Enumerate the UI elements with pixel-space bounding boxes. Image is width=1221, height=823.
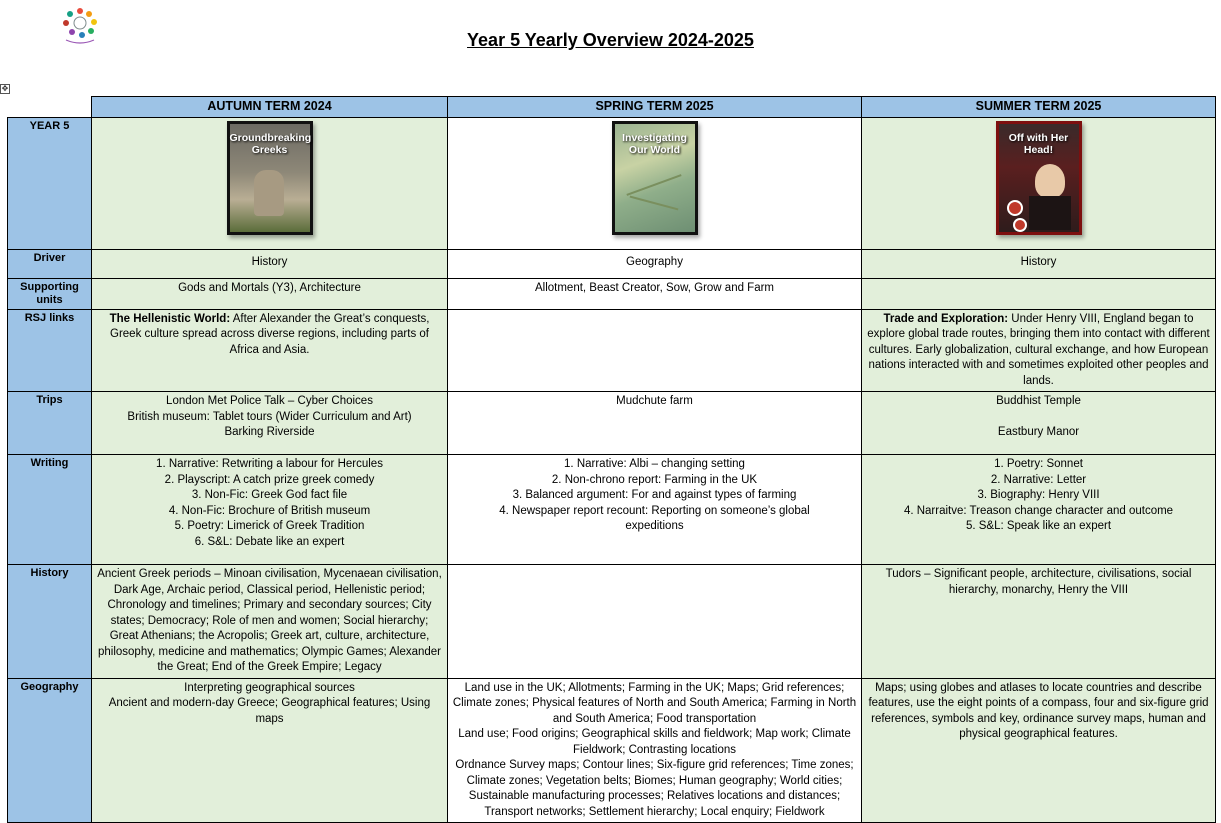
list-item: 2. Non-chrono report: Farming in the UK <box>551 473 758 486</box>
rsj-heading: Trade and Exploration: <box>883 312 1009 325</box>
spring-term-header: SPRING TERM 2025 <box>448 97 862 118</box>
list-item: 6. S&L: Debate like an expert <box>194 535 345 548</box>
summer-driver: History <box>862 249 1216 278</box>
summer-supporting <box>862 278 1216 309</box>
list-item: 2. Playscript: A catch prize greek comedy <box>164 473 375 486</box>
spring-driver: Geography <box>448 249 862 278</box>
investigating-our-world-book-cover <box>612 121 698 235</box>
rsj-heading: The Hellenistic World: <box>109 312 231 325</box>
geography-item: Interpreting geographical sources <box>184 681 355 694</box>
writing-row <box>8 455 1216 565</box>
summer-history: Tudors – Significant people, architecture, civilisations, social hierarchy, monarchy, Henry the VIII <box>862 565 1216 679</box>
list-item: 5. S&L: Speak like an expert <box>965 520 1112 532</box>
supporting-units-label: Supporting units <box>8 278 92 309</box>
autumn-writing <box>92 455 448 565</box>
year-row <box>8 117 1216 249</box>
list-item: 4. Narraitve: Treason change character and outcome <box>903 504 1174 517</box>
trip-item: London Met Police Talk – Cyber Choices <box>166 395 373 407</box>
list-item: 3. Biography: Henry VIII <box>977 489 1100 501</box>
summer-geography <box>862 678 1216 823</box>
writing-list <box>96 457 443 550</box>
off-with-her-head-book-cover <box>996 121 1082 235</box>
autumn-driver: History <box>92 249 448 278</box>
writing-list <box>866 457 1211 535</box>
autumn-rsj <box>92 309 448 392</box>
autumn-geography <box>92 678 448 823</box>
summer-writing <box>862 455 1216 565</box>
trips-row <box>8 392 1216 455</box>
spring-supporting: Allotment, Beast Creator, Sow, Grow and Farm <box>448 278 862 309</box>
rsj-row <box>8 309 1216 392</box>
summer-cover-cell <box>862 117 1216 249</box>
geography-item: Land use in the UK; Allotments; Farming in the UK; Maps; Grid references; Climate zones; Physical features of North and South America; Farming in North and South America; Food transportation <box>452 681 857 725</box>
page-title: Year 5 Yearly Overview 2024-2025 <box>467 30 754 50</box>
autumn-term-header: AUTUMN TERM 2024 <box>92 97 448 118</box>
book-title: Investigating Our World <box>622 131 687 156</box>
trip-item: Buddhist Temple <box>996 395 1081 407</box>
list-item: 3. Non-Fic: Greek God fact file <box>191 489 348 501</box>
autumn-trips <box>92 392 448 455</box>
list-item: 2. Narrative: Letter <box>990 473 1087 486</box>
rsj-links-label: RSJ links <box>8 309 92 392</box>
trips-label: Trips <box>8 392 92 455</box>
geography-item: Ordnance Survey maps; Contour lines; Six-figure grid references; Time zones; Climate zones; Vegetation belts; Biomes; Human geography; World cities; Sustainable manufacturing processes; Relatives locations and distances; Transport networks; Settlement hierarchy; Local enquiry; Fieldwork <box>455 759 854 818</box>
driver-label: Driver <box>8 249 92 278</box>
book-title: Groundbreaking Greeks <box>229 131 312 156</box>
corner-cell <box>8 97 92 118</box>
list-item: 3. Balanced argument: For and against types of farming <box>512 489 797 501</box>
rsj-text: After Alexander the Great’s conquests, Greek culture spread across diverse regions, including parts of Africa and Asia. <box>110 312 430 356</box>
autumn-cover-cell <box>92 117 448 249</box>
geography-row <box>8 678 1216 823</box>
autumn-supporting: Gods and Mortals (Y3), Architecture <box>92 278 448 309</box>
summer-term-header: SUMMER TERM 2025 <box>862 97 1216 118</box>
spring-writing <box>448 455 862 565</box>
supporting-row <box>8 278 1216 309</box>
trip-item: Mudchute farm <box>616 395 693 407</box>
list-item: 5. Poetry: Limerick of Greek Tradition <box>174 520 365 532</box>
geography-item: Ancient and modern-day Greece; Geographical features; Using maps <box>108 697 431 725</box>
autumn-history: Ancient Greek periods – Minoan civilisation, Mycenaean civilisation, Dark Age, Archaic period, Classical period, Hellenistic period; Chronology and timelines; Primary and secondary sources; City states; Democracy; Role of men and women; Social hierarchy; Great Athenians; the Acropolis; Greek art, culture, architecture, philosophy, medicine and mathematics; Olympic Games; Alexander the Great; End of the Greek Empire; Legacy <box>92 565 448 679</box>
list-item: 4. Newspaper report recount: Reporting on someone’s global expeditions <box>499 504 810 532</box>
table-move-handle-icon[interactable]: ✥ <box>1 84 9 93</box>
term-header-row <box>8 97 1216 118</box>
spring-geography <box>448 678 862 823</box>
geography-item: Maps; using globes and atlases to locate countries and describe features, use the eight points of a compass, four and six-figure grid references, symbols and key, ordinance survey maps, human and physical geographical features. <box>868 681 1209 740</box>
list-item: 1. Poetry: Sonnet <box>994 458 1083 470</box>
spring-history <box>448 565 862 679</box>
geography-label: Geography <box>8 678 92 823</box>
overview-table <box>7 96 1216 823</box>
year-label: YEAR 5 <box>8 117 92 249</box>
list-item: 4. Non-Fic: Brochure of British museum <box>168 504 371 517</box>
spring-trips <box>448 392 862 455</box>
spring-cover-cell <box>448 117 862 249</box>
list-item: 1. Narrative: Albi – changing setting <box>564 458 745 470</box>
history-row <box>8 565 1216 679</box>
summer-rsj <box>862 309 1216 392</box>
book-title: Off with Her Head! <box>1008 131 1069 156</box>
list-item: 1. Narrative: Retwriting a labour for Hercules <box>156 458 383 470</box>
spring-rsj <box>448 309 862 392</box>
writing-label: Writing <box>8 455 92 565</box>
trip-item: Eastbury Manor <box>997 425 1080 438</box>
driver-row <box>8 249 1216 278</box>
writing-list <box>452 457 857 535</box>
rsj-text: Under Henry VIII, England began to explore global trade routes, bringing them into contact with different cultures. Early globalization, cultural exchange, and how European nations interacted with and sometimes exploited other peoples and lands. <box>867 312 1210 387</box>
history-label: History <box>8 565 92 679</box>
summer-trips <box>862 392 1216 455</box>
trip-item: Barking Riverside <box>224 426 315 438</box>
geography-item: Land use; Food origins; Geographical skills and fieldwork; Map work; Climate Fieldwork; Contrasting locations <box>458 728 851 756</box>
groundbreaking-greeks-book-cover <box>227 121 313 235</box>
trip-item: British museum: Tablet tours (Wider Curriculum and Art) <box>127 410 412 423</box>
